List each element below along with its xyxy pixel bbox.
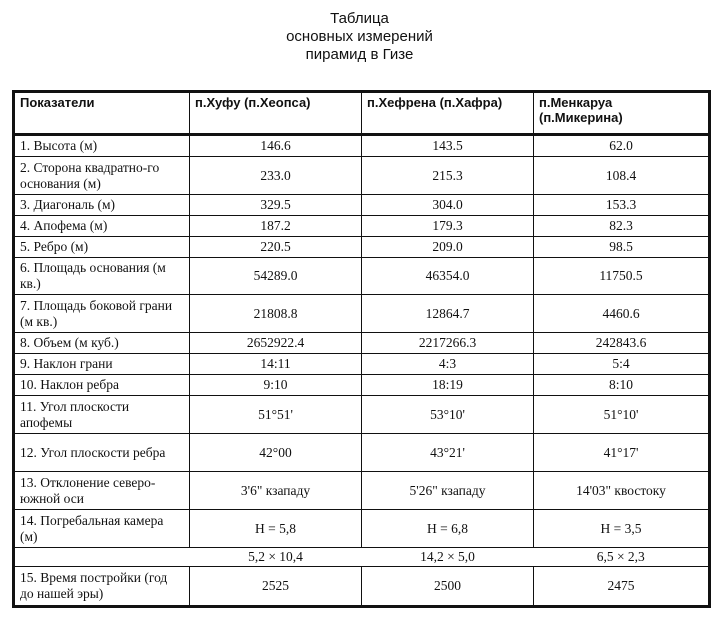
table-row — [14, 135, 710, 157]
cell-khufu: 187.2 — [190, 216, 362, 237]
cell-khafre: 179.3 — [362, 216, 534, 237]
cell-khafre: 4:3 — [362, 354, 534, 375]
row-label: 5. Ребро (м) — [14, 237, 190, 258]
row-label: 14. Погребальная камера (м) — [14, 510, 190, 548]
row-label: 7. Площадь боковой грани (м кв.) — [14, 295, 190, 333]
table-row — [14, 157, 710, 195]
row-label: 1. Высота (м) — [14, 135, 190, 157]
cell-khafre: 215.3 — [362, 157, 534, 195]
cell-khafre: 143.5 — [362, 135, 534, 157]
header-menkaure-line1: п.Менкаруа — [539, 95, 613, 110]
row-label: 9. Наклон грани — [14, 354, 190, 375]
title-line-1: Таблица — [330, 10, 389, 27]
table-row — [14, 396, 710, 434]
table-row — [14, 472, 710, 510]
table-row — [14, 216, 710, 237]
table-row — [14, 567, 710, 607]
cell-khafre: 46354.0 — [362, 258, 534, 295]
table-row — [14, 237, 710, 258]
row-label: 13. Отклонение северо-южной оси — [14, 472, 190, 510]
cell-khafre: 2217266.3 — [362, 333, 534, 354]
header-menkaure-line2: (п.Микерина) — [539, 110, 623, 125]
cell-menkaure: 5:4 — [534, 354, 710, 375]
cell-khufu: 14:11 — [190, 354, 362, 375]
cell-khafre: 304.0 — [362, 195, 534, 216]
row-label: 10. Наклон ребра — [14, 375, 190, 396]
cell-khafre: 43°21' — [362, 434, 534, 472]
cell-menkaure: 98.5 — [534, 237, 710, 258]
cell-menkaure: 8:10 — [534, 375, 710, 396]
cell-khufu: 2525 — [190, 567, 362, 607]
cell-menkaure: 14'03" квостоку — [534, 472, 710, 510]
cell-khufu: 233.0 — [190, 157, 362, 195]
header-khafre: п.Хефрена (п.Хафра) — [362, 92, 534, 135]
title-line-3: пирамид в Гизе — [305, 46, 414, 63]
cell-menkaure: 11750.5 — [534, 258, 710, 295]
cell-khufu: 329.5 — [190, 195, 362, 216]
cell-khafre: 53°10' — [362, 396, 534, 434]
row-label: 8. Объем (м куб.) — [14, 333, 190, 354]
table-row — [14, 375, 710, 396]
pyramid-measurements-table — [12, 90, 711, 608]
title-line-2: основных измерений — [286, 28, 433, 45]
cell-khufu: 146.6 — [190, 135, 362, 157]
table-row — [14, 510, 710, 548]
cell-menkaure: 82.3 — [534, 216, 710, 237]
row-label: 15. Время постройки (год до нашей эры) — [14, 567, 190, 607]
row-label: 2. Сторона квадратно-го основания (м) — [14, 157, 190, 195]
chamber-dims-khufu: 5,2 × 10,4 — [190, 548, 362, 567]
row-label: 12. Угол плоскости ребра — [14, 434, 190, 472]
cell-khafre: 2500 — [362, 567, 534, 607]
cell-khafre: 18:19 — [362, 375, 534, 396]
cell-menkaure: 51°10' — [534, 396, 710, 434]
cell-khufu: 9:10 — [190, 375, 362, 396]
row-label: 6. Площадь основания (м кв.) — [14, 258, 190, 295]
header-menkaure — [534, 92, 710, 135]
table-row — [14, 295, 710, 333]
cell-khufu: 42°00 — [190, 434, 362, 472]
chamber-dims-khafre: 14,2 × 5,0 — [362, 548, 534, 567]
chamber-dims-menkaure: 6,5 × 2,3 — [534, 548, 710, 567]
cell-khufu: 220.5 — [190, 237, 362, 258]
table-title — [0, 10, 719, 64]
table-row — [14, 434, 710, 472]
cell-khafre: 209.0 — [362, 237, 534, 258]
table-row — [14, 258, 710, 295]
chamber-dims-label — [14, 548, 190, 567]
table-row — [14, 333, 710, 354]
chamber-dimensions-row — [14, 548, 710, 567]
row-label: 11. Угол плоскости апофемы — [14, 396, 190, 434]
row-label: 4. Апофема (м) — [14, 216, 190, 237]
table-row — [14, 354, 710, 375]
cell-menkaure: 62.0 — [534, 135, 710, 157]
cell-menkaure: 41°17' — [534, 434, 710, 472]
table-row — [14, 195, 710, 216]
cell-khufu: H = 5,8 — [190, 510, 362, 548]
cell-khufu: 51°51' — [190, 396, 362, 434]
cell-menkaure: H = 3,5 — [534, 510, 710, 548]
cell-menkaure: 4460.6 — [534, 295, 710, 333]
header-indicators: Показатели — [14, 92, 190, 135]
cell-khafre: H = 6,8 — [362, 510, 534, 548]
cell-khafre: 12864.7 — [362, 295, 534, 333]
cell-menkaure: 242843.6 — [534, 333, 710, 354]
header-khufu: п.Хуфу (п.Хеопса) — [190, 92, 362, 135]
cell-khufu: 2652922.4 — [190, 333, 362, 354]
cell-menkaure: 108.4 — [534, 157, 710, 195]
header-row — [14, 92, 710, 135]
cell-khafre: 5'26" кзападу — [362, 472, 534, 510]
cell-khufu: 54289.0 — [190, 258, 362, 295]
cell-menkaure: 2475 — [534, 567, 710, 607]
cell-khufu: 21808.8 — [190, 295, 362, 333]
cell-khufu: 3'6" кзападу — [190, 472, 362, 510]
cell-menkaure: 153.3 — [534, 195, 710, 216]
row-label: 3. Диагональ (м) — [14, 195, 190, 216]
